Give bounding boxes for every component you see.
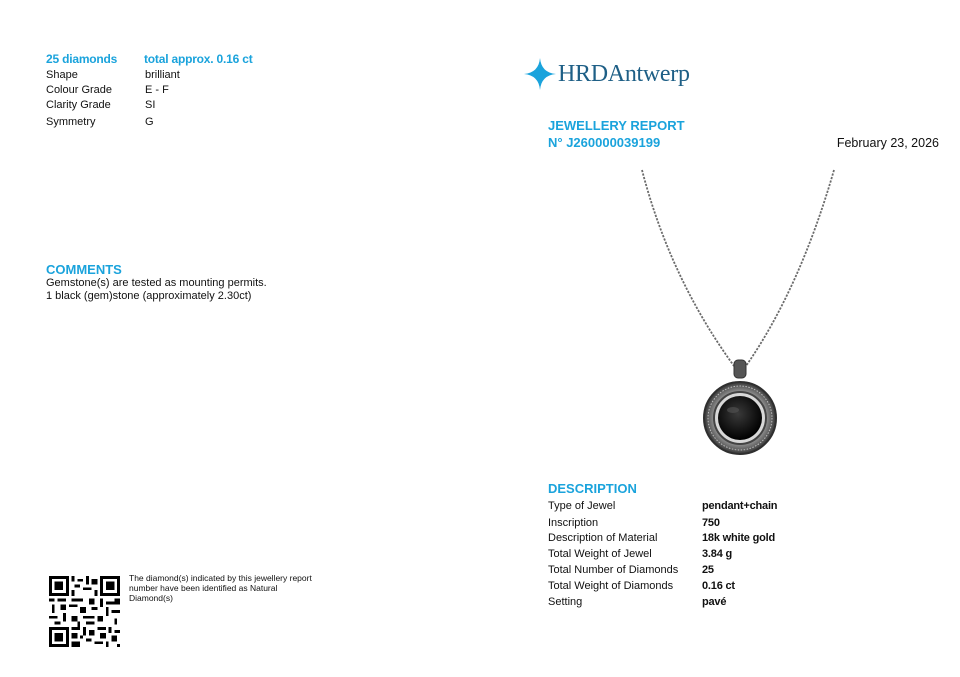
description-key: Description of Material [548,532,658,544]
diamond-summary-heading [46,52,253,66]
description-row [548,548,732,560]
description-value: pendant+chain [702,500,778,512]
spec-key: Symmetry [46,116,96,128]
description-value: 0.16 ct [702,580,735,592]
comments-heading: COMMENTS [46,262,122,277]
brand-name [558,61,690,88]
spec-value: SI [145,99,156,111]
spec-row-shape [46,69,180,81]
comments-body [46,277,267,303]
description-row [548,517,720,529]
description-heading: DESCRIPTION [548,481,637,496]
description-value: pavé [702,596,727,608]
spec-value: G [145,116,154,128]
spec-value: brilliant [145,69,180,81]
spec-value: E - F [145,84,169,96]
diamond-count: 25 diamonds [46,52,118,66]
description-value: 18k white gold [702,532,775,544]
description-value: 750 [702,517,720,529]
brand-name-antwerp: Antwerp [607,61,690,87]
brand-name-hrd: HRD [558,61,608,87]
description-value: 3.84 g [702,548,732,560]
report-number: N° J260000039199 [548,135,661,150]
description-key: Setting [548,596,583,608]
spec-key: Colour Grade [46,84,113,96]
description-row [548,532,775,544]
spec-key: Clarity Grade [46,99,111,111]
chain [642,170,834,366]
spec-key: Shape [46,69,78,81]
description-key: Total Number of Diamonds [548,564,679,576]
spec-row-clarity [46,99,155,111]
qr-code[interactable] [49,576,120,647]
report-date: February 23, 2026 [836,136,939,150]
description-key: Type of Jewel [548,500,616,512]
spec-row-symmetry [46,116,154,128]
description-key: Total Weight of Diamonds [548,580,674,592]
diamond-total-weight: total approx. 0.16 ct [144,52,253,66]
comment-line: 1 black (gem)stone (approximately 2.30ct) [46,290,252,302]
natural-diamond-note: The diamond(s) indicated by this jewellery report number have been identified as Natural Diamond(s) [129,573,312,603]
description-row [548,500,777,512]
description-row [548,580,735,592]
description-key: Total Weight of Jewel [548,548,652,560]
description-key: Inscription [548,517,599,529]
comment-line: Gemstone(s) are tested as mounting permits. [46,277,267,289]
report-title: JEWELLERY REPORT [548,118,685,133]
spec-row-colour [46,84,169,96]
description-row [548,564,714,576]
description-value: 25 [702,564,714,576]
pendant-photo [630,168,850,458]
star-icon [522,56,558,92]
description-row [548,596,726,608]
